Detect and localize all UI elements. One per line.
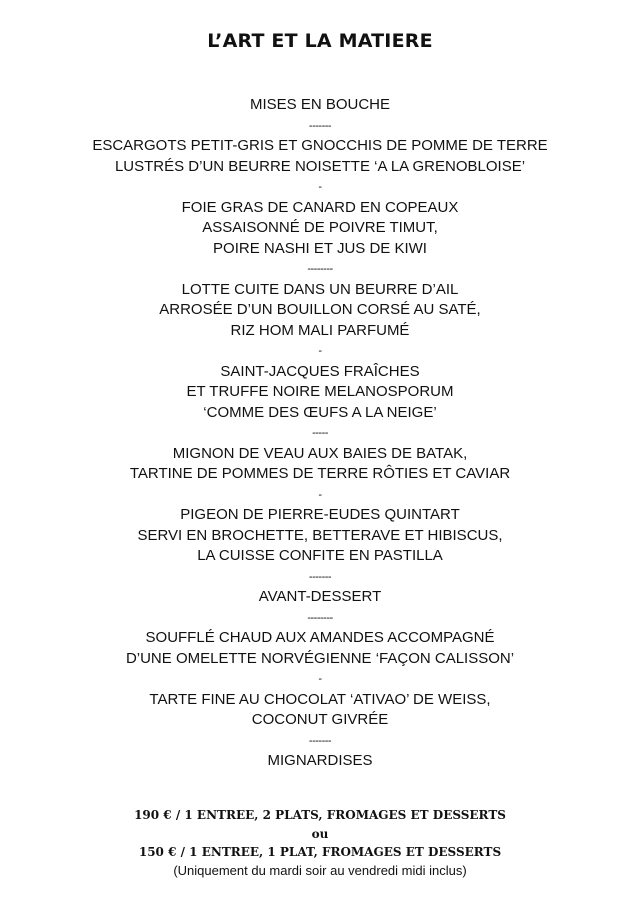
course-saint-jacques-line-1: SAINT-JACQUES FRAÎCHES [220,362,420,380]
course-separator: ------- [308,570,332,583]
avant-dessert: AVANT-DESSERT [258,588,382,605]
course-tarte-line-2: COCONUT GIVRÉE [251,711,389,728]
course-lotte-line-1: LOTTE CUITE DANS UN BEURRE D’AIL [181,280,459,298]
course-separator: - [318,181,322,193]
menu-title: L’ART ET LA MATIERE [207,30,433,52]
price-offer-1: 190 € / 1 ENTREE, 2 PLATS, FROMAGES ET DESSERTS [134,808,506,822]
course-tarte-line-1: TARTE FINE AU CHOCOLAT ‘ATIVAO’ DE WEISS, [149,690,491,708]
price-or: ou [311,826,329,841]
course-separator: - [318,488,322,501]
course-escargots-line-2: LUSTRÉS D’UN BEURRE NOISETTE ‘A LA GRENOBLOISE’ [114,157,526,175]
course-escargots-line-1: ESCARGOTS PETIT-GRIS ET GNOCCHIS DE POMME DE TERRE [92,137,548,154]
course-pigeon-line-3: LA CUISSE CONFITE EN PASTILLA [197,547,443,564]
course-separator: ------- [308,734,332,747]
course-separator: -------- [307,263,333,275]
course-pigeon-line-1: PIGEON DE PIERRE-EUDES QUINTART [180,506,460,523]
price-availability-note: (Uniquement du mardi soir au vendredi midi inclus) [173,862,467,878]
price-block [0,806,640,880]
course-pigeon-line-2: SERVI EN BROCHETTE, BETTERAVE ET HIBISCUS, [137,526,503,544]
course-foie-gras-line-3: POIRE NASHI ET JUS DE KIWI [213,239,427,257]
course-separator: - [318,673,322,685]
course-veau-line-2: TARTINE DE POMMES DE TERRE RÔTIES ET CAVIAR [129,465,511,482]
course-lotte-line-2: ARROSÉE D’UN BOUILLON CORSÉ AU SATÉ, [159,301,481,318]
course-souffle-line-1: SOUFFLÉ CHAUD AUX AMANDES ACCOMPAGNÉ [145,629,495,646]
course-separator: -------- [307,611,333,624]
course-separator: ------- [308,119,332,132]
course-lotte-line-3: RIZ HOM MALI PARFUMÉ [230,321,410,339]
course-separator: ----- [312,427,328,439]
course-saint-jacques-line-2: ET TRUFFE NOIRE MELANOSPORUM [186,383,454,400]
course-saint-jacques-line-3: ‘COMME DES ŒUFS A LA NEIGE’ [203,403,437,421]
price-offer-2: 150 € / 1 ENTREE, 1 PLAT, FROMAGES ET DESSERTS [138,845,502,859]
course-separator: - [318,345,322,357]
mignardises: MIGNARDISES [267,752,373,769]
course-souffle-line-2: D’UNE OMELETTE NORVÉGIENNE ‘FAÇON CALISSON’ [125,649,515,667]
course-foie-gras-line-1: FOIE GRAS DE CANARD EN COPEAUX [181,198,459,216]
course-veau-line-1: MIGNON DE VEAU AUX BAIES DE BATAK, [172,444,468,462]
amuse-bouche: MISES EN BOUCHE [249,96,391,113]
course-foie-gras-line-2: ASSAISONNÉ DE POIVRE TIMUT, [202,219,438,236]
menu-courses [0,95,640,772]
